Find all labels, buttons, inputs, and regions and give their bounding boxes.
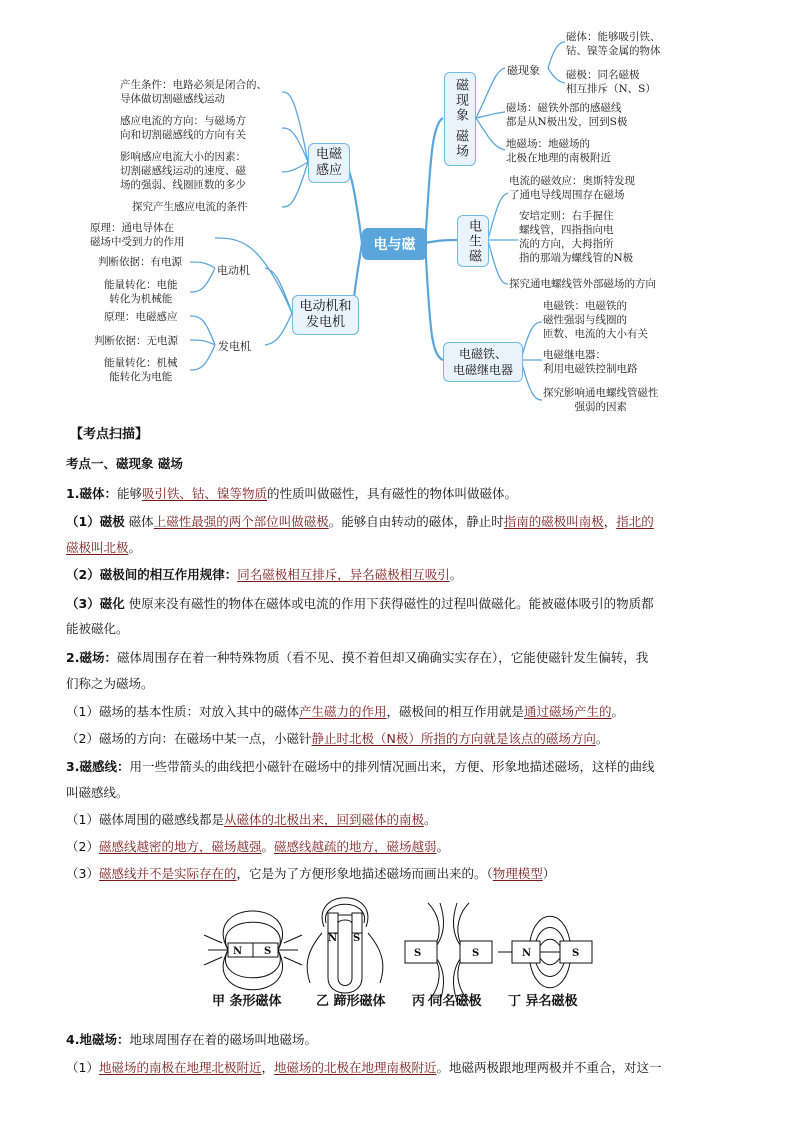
text: 用一些带箭头的曲线把小磁针在磁场中的排列情况画出来，方便、形象地描述磁场，这样的曲线 [129,759,655,774]
text: 的性质叫做磁性，具有磁性的物体叫做磁体。 [266,486,517,501]
leaf-induction-condition: 产生条件：电路必须是闭合的、 导体做切割磁感线运动 [120,79,267,105]
topic-1-title: 考点一、磁现象 磁场 [66,456,183,471]
para-3-1 [66,812,437,828]
underline-text: 地磁场的南极在地理北极附近 [98,1060,262,1075]
pole-label: S [353,933,361,944]
para-1-3 [66,596,654,612]
pole-label: N [522,948,532,959]
leaf-induction-explore: 探究产生感应电流的条件 [132,201,248,213]
text: 。 [595,731,609,746]
pole-label: S [472,948,480,959]
leaf-generator-principle: 原理：电磁感应 [104,311,178,323]
underline-text: 静止时北极（N极）所指的方向就是该点的磁场方向 [311,731,596,746]
text: 。 [611,704,625,719]
para-3-3 [66,866,555,882]
node-current-magnetism: 电生磁 [457,215,489,267]
text: ， [261,1060,274,1075]
para-1-3-cont: 能被磁化。 [66,621,129,636]
text: （1）磁体周围的磁感线都是 [66,812,224,827]
text: （3） [66,866,99,881]
text: 磁体 [124,514,154,529]
caption-unlike-poles: 丁 异名磁极 [508,994,578,1009]
para-2-1 [66,704,624,720]
text: （2）磁场的方向：在磁场中某一点，小磁针 [66,731,312,746]
para-4-1 [66,1060,662,1076]
node-electromagnet: 电磁铁、 电磁继电器 [443,342,523,382]
text: 。 [423,812,437,827]
leaf-oersted: 电流的磁效应：奥斯特发现 了通电导线周围存在磁场 [509,175,635,201]
underline-text: 磁极叫北极 [66,540,129,555]
para-2-label: 2.磁场： [66,650,117,665]
text: ， [603,514,617,529]
leaf-ampere-rule: 安培定则：右手握住 螺线管，四指指向电 流的方向，大拇指所 指的那端为螺线管的N极 [519,210,634,264]
text: 。 [449,567,463,582]
pole-label: N [233,946,243,957]
para-1-1-label: （1）磁极 [66,514,125,529]
para-1-label: 1.磁体： [66,486,117,501]
pole-label: N [328,933,338,944]
label-motor: 电动机 [217,264,250,277]
caption-bar-magnet: 甲 条形磁体 [212,994,282,1009]
para-1-1 [66,514,654,530]
underline-text: 吸引铁、钴、镍等物质 [141,486,267,501]
text: （2） [66,839,99,854]
leaf-generator-basis: 判断依据：无电源 [94,335,178,347]
bar-magnet-diagram [204,911,302,990]
para-4-label: 4.地磁场： [66,1032,130,1047]
mind-map-root: 电与磁 [362,228,427,260]
text: 。 [128,540,142,555]
node-induction: 电磁 感应 [308,143,350,183]
leaf-motor-energy: 能量转化：电能 转化为机械能 [104,279,178,305]
text: 。能够自由转动的磁体，静止时 [328,514,504,529]
section-heading: 【考点扫描】 [70,427,149,442]
caption-like-poles: 丙 同名磁极 [412,994,482,1009]
para-3 [66,759,654,775]
para-2 [66,650,648,666]
para-1 [66,486,517,502]
para-1-1-cont [66,540,141,556]
underline-text: 磁感线越密的地方，磁场越强 [98,839,262,854]
leaf-magnetic-field: 磁场：磁铁外部的感磁线 都是从N极出发，回到S极 [506,102,628,128]
leaf-magnetic-pole: 磁极：同名磁极 相互排斥（N、S） [566,69,656,95]
label-phenomena: 磁现象 [507,64,540,77]
caption-horseshoe-magnet: 乙 蹄形磁体 [316,994,386,1009]
para-4 [66,1032,317,1048]
text: 磁体周围存在着一种特殊物质（看不见、摸不着但却又确确实实存在），它能使磁针发生偏转，我 [116,650,649,665]
underline-text: 从磁体的北极出来，回到磁体的南极 [223,812,424,827]
text: 。 [436,839,450,854]
para-3-label: 3.磁感线： [66,759,130,774]
para-1-2-label: （2）磁极间的相互作用规律： [66,567,238,582]
text: 。 [261,839,274,854]
leaf-earth-field: 地磁场：地磁场的 北极在地理的南极附近 [506,138,611,164]
text: 使原来没有磁性的物体在磁体或电流的作用下获得磁性的过程叫做磁化。能被磁体吸引的物质都 [124,596,654,611]
para-2-cont: 们称之为磁场。 [66,676,154,691]
underline-text: 产生磁力的作用 [298,704,387,719]
text: 地球周围存在着的磁场叫地磁场。 [129,1032,317,1047]
leaf-generator-energy: 能量转化：机械 能转化为电能 [104,357,178,383]
underline-text: 磁感线越疏的地方，磁场越弱 [273,839,437,854]
text: （1） [66,1060,99,1075]
para-1-3-label: （3）磁化 [66,596,125,611]
para-3-2 [66,839,449,855]
leaf-electromagnet: 电磁铁：电磁铁的 磁性强弱与线圈的 匝数、电流的大小有关 [543,300,648,340]
horseshoe-magnet-diagram [307,898,383,993]
pole-label: S [264,946,272,957]
para-2-2 [66,731,608,747]
underline-text: 通过磁场产生的 [524,704,612,719]
underline-text: 物理模型 [492,866,543,881]
text: 。地磁两极跟地理两极并不重合，对这一 [436,1060,662,1075]
leaf-magnet-def: 磁体：能够吸引铁、 钴、镍等金属的物体 [566,31,661,57]
leaf-solenoid-explore: 探究通电螺线管外部磁场的方向 [509,278,656,290]
leaf-magnetism-factors: 探究影响通电螺线管磁性 强弱的因素 [543,387,659,413]
underline-text: 同名磁极相互排斥，异名磁极相互吸引 [237,567,450,582]
leaf-induction-factors: 影响感应电流大小的因素： 切割磁感线运动的速度、磁 场的强弱、线圈匝数的多少 [120,151,246,191]
text: （1）磁场的基本性质：对放入其中的磁体 [66,704,299,719]
text: ，它是为了方便形象地描述磁场而画出来的。（ [236,866,493,881]
underline-text: 上磁性最强的两个部位叫做磁极 [153,514,329,529]
underline-text: 指南的磁极叫南极 [503,514,604,529]
text: 能够 [116,486,142,501]
para-1-2 [66,567,462,583]
para-3-cont: 叫磁感线。 [66,785,129,800]
label-generator: 发电机 [218,340,251,353]
underline-text: 地磁场的北极在地理南极附近 [273,1060,437,1075]
text: ，磁极间的相互作用就是 [386,704,524,719]
node-motor-generator: 电动机和 发电机 [292,295,359,335]
pole-label: S [572,948,580,959]
leaf-motor-principle: 原理：通电导体在 磁场中受到力的作用 [90,222,185,248]
pole-label: S [414,948,422,959]
text: ） [542,866,556,881]
underline-text: 指北的 [616,514,654,529]
mind-map [0,0,793,420]
node-magnetism: 磁现象 磁场 [444,72,476,166]
leaf-motor-basis: 判断依据：有电源 [98,256,182,268]
leaf-induction-direction: 感应电流的方向：与磁场方 向和切割磁感线的方向有关 [120,115,246,141]
leaf-relay: 电磁继电器： 利用电磁铁控制电路 [543,349,638,375]
underline-text: 磁感线并不是实际存在的 [98,866,237,881]
